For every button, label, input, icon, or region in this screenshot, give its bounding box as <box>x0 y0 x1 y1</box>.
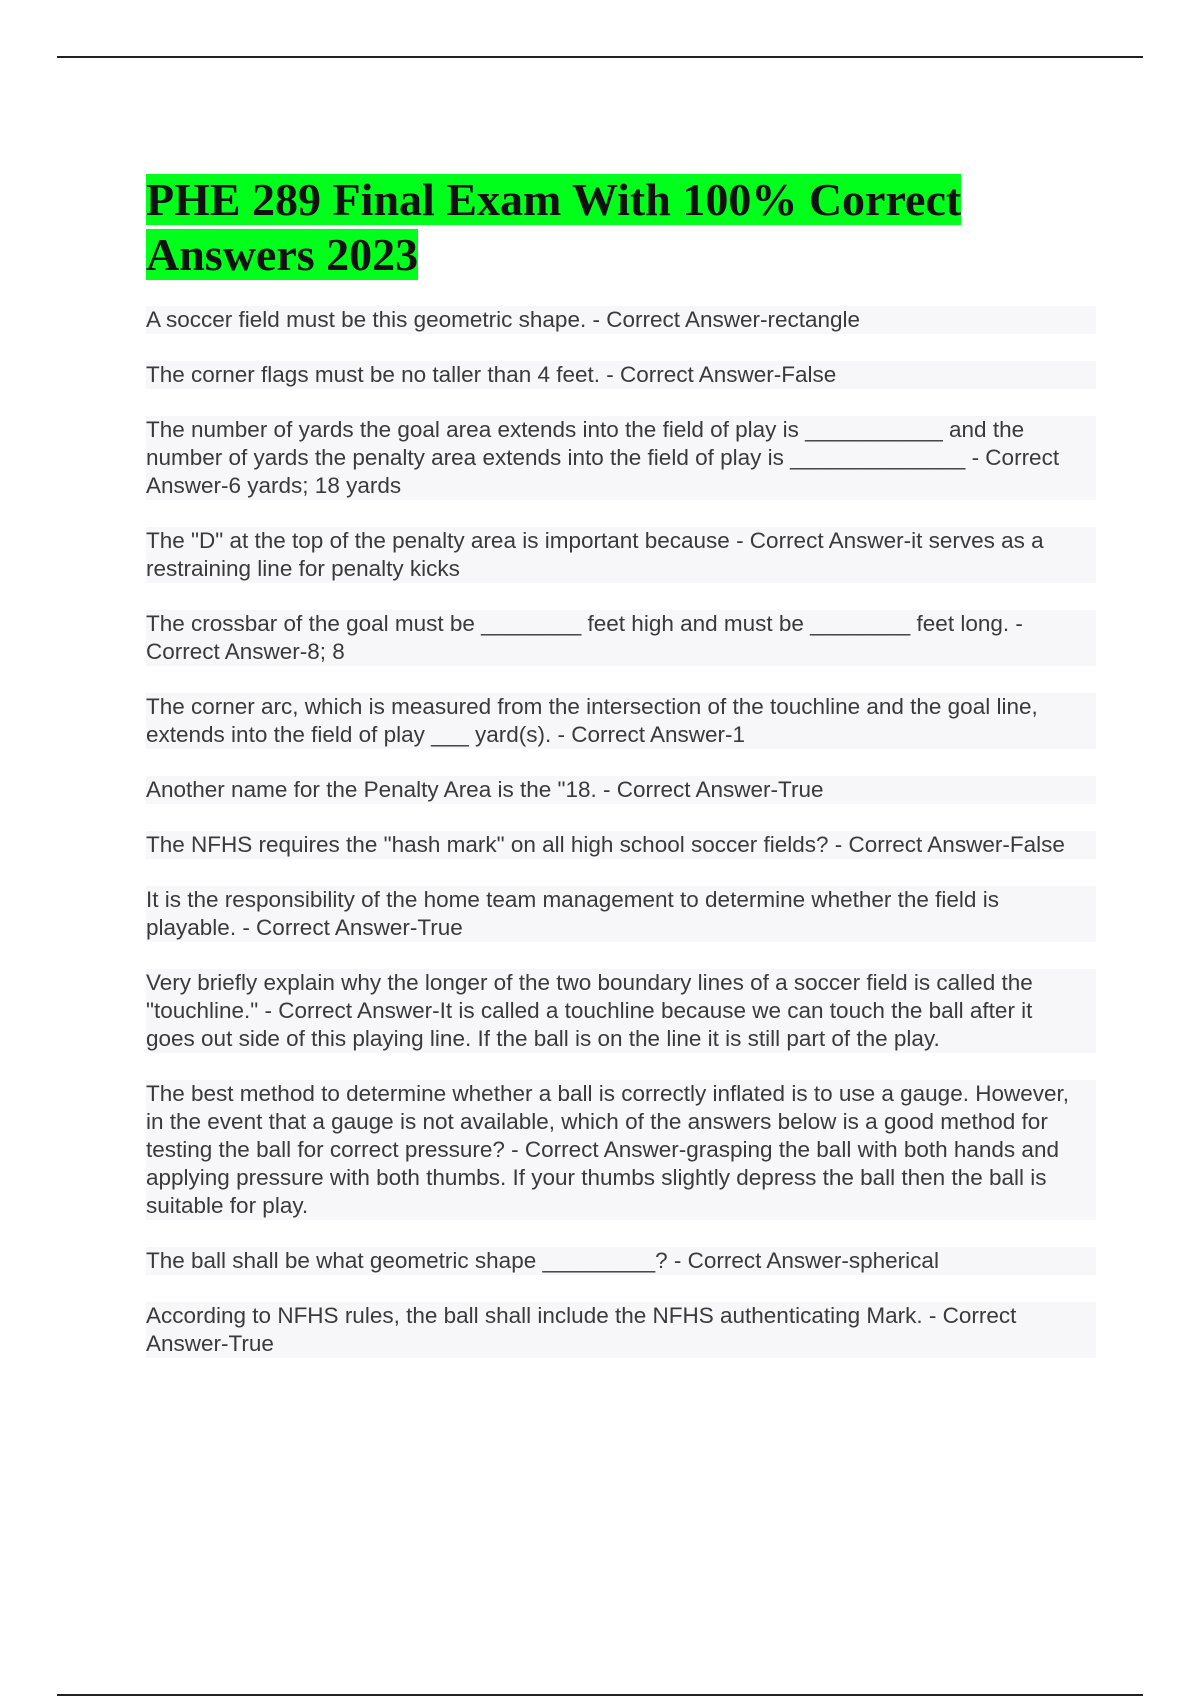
list-item: The corner flags must be no taller than 4 feet. - Correct Answer-False <box>146 361 1096 389</box>
list-item: The number of yards the goal area extends into the field of play is ___________ and the number of yards the penalty area extends into the field of play is ______________ - Correct Answer-6 yards; 18 yards <box>146 416 1096 500</box>
list-item: Another name for the Penalty Area is the "18. - Correct Answer-True <box>146 776 1096 804</box>
question-answer-list <box>146 306 1096 1358</box>
document-title-text: PHE 289 Final Exam With 100% Correct Answers 2023 <box>146 174 962 280</box>
header-rule <box>57 56 1143 58</box>
document-title <box>146 172 1096 282</box>
list-item: A soccer field must be this geometric shape. - Correct Answer-rectangle <box>146 306 1096 334</box>
list-item: The ball shall be what geometric shape _________? - Correct Answer-spherical <box>146 1247 1096 1275</box>
list-item: The NFHS requires the "hash mark" on all high school soccer fields? - Correct Answer-False <box>146 831 1096 859</box>
list-item: Very briefly explain why the longer of the two boundary lines of a soccer field is called the "touchline." - Correct Answer-It is called a touchline because we can touch the ball after it goes out side of this playing line. If the ball is on the line it is still part of the play. <box>146 969 1096 1053</box>
list-item: The "D" at the top of the penalty area is important because - Correct Answer-it serves as a restraining line for penalty kicks <box>146 527 1096 583</box>
list-item: The crossbar of the goal must be ________ feet high and must be ________ feet long. - Correct Answer-8; 8 <box>146 610 1096 666</box>
list-item: The best method to determine whether a ball is correctly inflated is to use a gauge. However, in the event that a gauge is not available, which of the answers below is a good method for testing the ball for correct pressure? - Correct Answer-grasping the ball with both hands and applying pressure with both thumbs. If your thumbs slightly depress the ball then the ball is suitable for play. <box>146 1080 1096 1220</box>
list-item: It is the responsibility of the home team management to determine whether the field is playable. - Correct Answer-True <box>146 886 1096 942</box>
list-item: The corner arc, which is measured from the intersection of the touchline and the goal line, extends into the field of play ___ yard(s). - Correct Answer-1 <box>146 693 1096 749</box>
footer-rule <box>57 1694 1143 1696</box>
list-item: According to NFHS rules, the ball shall include the NFHS authenticating Mark. - Correct Answer-True <box>146 1302 1096 1358</box>
document-body <box>146 172 1096 1385</box>
